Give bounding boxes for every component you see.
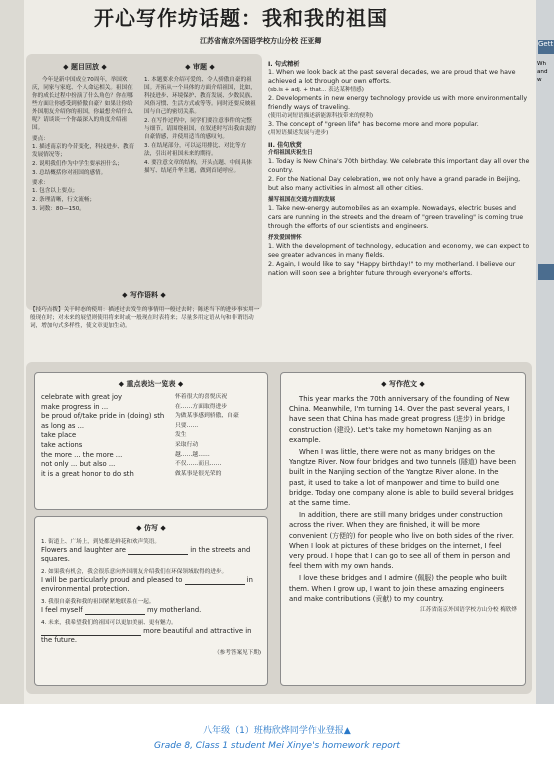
essay-paragraph: In addition, there are still many bridges under construction across the river. When they are finished, it will be more convenient (方便的) for people who live on both sides of the river. When I look at pictures of these bridges on the internet, I feel very proud. I hope that I can go to see all of them in person and feel them with my own hands. xyxy=(289,511,514,571)
sentence-item: 2. Developments in new energy technology provide us with more environmentally friendly ways of traveling. xyxy=(268,95,528,111)
list-item: 2. 说明我们作为中学生要承担什么； xyxy=(32,161,124,167)
exercise-text-a: I will be particularly proud and pleased to xyxy=(41,576,185,584)
sentence-item: 3. The concept of "green life" has become more and more popular. xyxy=(268,121,479,128)
essay-paragraph: When I was little, there were not as many bridges on the Yangtze River. Now four bridges and two tunnels (隧道) have been built in the Nanjing section of the Yangtze River alone. In the past, it used to take a lot of manpower and time to build one bridge. Today one company alone is able to build several bridges at the same time. xyxy=(289,448,516,508)
phrase-en: not only ... but also ... xyxy=(41,460,116,469)
phrase-en: celebrate with great joy xyxy=(41,393,123,401)
points-list xyxy=(32,143,138,177)
phrase-cn: 不仅……而且…… xyxy=(175,461,222,468)
exercise-cn: 3. 我很自豪我和我的祖国紧紧地联系在一起。 xyxy=(41,599,155,605)
section-title: I. 句式精析 xyxy=(268,61,300,68)
exercise-en xyxy=(41,546,261,564)
sentence-note: (用短语描述发展与进步) xyxy=(268,130,329,136)
answer-blank xyxy=(128,548,188,555)
section-sub: 抒发爱国情怀 xyxy=(268,235,302,241)
adjacent-page xyxy=(536,0,554,704)
phrase-en: be proud of/take pride in (doing) sth xyxy=(41,412,165,421)
exercise-text-b: more beautiful and attractive in the future. xyxy=(41,627,252,644)
points-label: 要点： xyxy=(32,136,49,142)
exercise-text-a: I feel myself xyxy=(41,606,85,614)
list-item: 3. 词数：80—150。 xyxy=(32,206,85,212)
list-item: 1. 描述南京的今昔变化，科技进步、教育发展情况等； xyxy=(32,144,135,158)
technique-tip: 【技巧点拨】关于时态的使用：描述过去发生的事情用一般过去时；陈述当下的进步事实用一般现在时；对未来的展望则使用将来时或一般现在时表将来；尽量多用定语从句和非谓语动词，增加句式多样性，使文章更加生动。 xyxy=(30,307,260,329)
topic-review-heading: ◆ 题目回放 ◆ xyxy=(63,63,107,71)
phrase-en: take actions xyxy=(41,440,83,449)
section-sub: 描写祖国在交通方面的发展 xyxy=(268,197,336,203)
answer-blank xyxy=(185,578,245,585)
table-row xyxy=(41,393,261,403)
page-title: 开心写作坊话题：我和我的祖国 xyxy=(94,6,388,30)
exercise-cn: 2. 如果我有机会，我会很乐意向外国朋友介绍我们在环保领域取得的进步。 xyxy=(41,569,228,575)
exercise-item xyxy=(41,538,261,564)
review-heading: ◆ 审题 ◆ xyxy=(185,63,215,71)
list-item: 4. 要注意文章的结构，开头点题、中间具体描写、结尾升华主题，做到首尾呼应。 xyxy=(144,160,252,174)
table-row xyxy=(41,412,261,422)
phrase-en: the more ... the more ... xyxy=(41,450,123,459)
sentence-section xyxy=(268,56,530,356)
exercise-cn: 4. 未来，我希望我们的祖国可以更加美丽、更有魅力。 xyxy=(41,620,177,626)
essay-signature: 江苏省南京外国语学校方山分校 梅欣烨 xyxy=(420,607,517,614)
phrase-cn: 在……方面取得进步 xyxy=(175,403,228,410)
caption-chinese: 八年级（1）班梅欣烨同学作业登报▲ xyxy=(203,726,351,736)
section-title: II. 佳句欣赏 xyxy=(268,142,302,149)
phrase-cn: 越……越…… xyxy=(175,451,210,458)
req-list xyxy=(32,187,138,213)
review-list xyxy=(144,76,256,175)
exercise-cn: 1. 街道上、广场上，到处都是鲜花和欢声笑语。 xyxy=(41,539,160,545)
exercise-en xyxy=(41,627,261,645)
exercise-text-a: Flowers and laughter are xyxy=(41,546,129,554)
sentence-item: 1. With the development of technology, education and economy, we can expect to see greater advances in many fields. xyxy=(268,243,530,259)
phrases-table xyxy=(41,393,261,479)
exercise-box xyxy=(34,516,268,686)
adjacent-text: Wh and w xyxy=(537,61,548,83)
answer-note: （参考答案见下期) xyxy=(214,650,261,656)
table-row xyxy=(41,470,261,480)
exercise-heading: ◆ 仿写 ◆ xyxy=(136,524,166,532)
phrase-cn: 做某事是很光荣的 xyxy=(175,470,222,477)
table-row xyxy=(41,403,261,413)
list-item: 1. 包含以上要点； xyxy=(32,188,79,194)
sentence-note: (使用动词短语描述新能源科技带来的便利) xyxy=(268,113,374,119)
section-sub: 介绍祖国庆祝生日 xyxy=(268,150,313,156)
adjacent-tab-marker xyxy=(538,264,554,280)
list-item: 2. 在写作过程中，同学们要注意事件的完整与细节。请围绕祖国，在叙述时写出我由衷的自豪情感，并使用适当的感叹句。 xyxy=(144,118,256,140)
exercise-text-b: in the streets and squares. xyxy=(41,546,251,563)
sentence-item: 2. For the National Day celebration, we not only have a grand parade in Beijing, but also many activities in almost all other cities. xyxy=(268,176,521,192)
essay-heading: ◆ 写作范文 ◆ xyxy=(381,380,425,388)
answer-blank xyxy=(41,629,141,636)
caption-english: Grade 8, Class 1 student Mei Xinye's homework report xyxy=(154,741,400,751)
phrase-en: make progress in ... xyxy=(41,402,109,411)
sentence-item: 1. Take new-energy automobiles as an example. Nowadays, electric buses and cars are running in the streets and the dream of "green traveling" is coming true through the efforts of our scientists and engineers. xyxy=(268,205,524,230)
sentence-item: 1. When we look back at the past several decades, we are proud that we have achieved a lot through our own efforts. xyxy=(268,69,516,85)
essay-paragraph: This year marks the 70th anniversary of the founding of New China. Meanwhile, I'm turning 14. Over the past several years, I have seen that China has made great progress (进步) in bridge construction (建设). Let's take my hometown Nanjing as an example. xyxy=(289,395,510,444)
topic-review xyxy=(32,62,138,278)
table-row xyxy=(41,451,261,461)
phrase-cn: 只要…… xyxy=(175,422,199,429)
phrase-cn: 采取行动 xyxy=(175,441,199,448)
materials-heading: ◆ 写作语料 ◆ xyxy=(122,291,166,299)
phrase-en: it is a great honor to do sth xyxy=(41,469,134,478)
author-line: 江苏省南京外国语学校方山分校 汪亚卿 xyxy=(200,37,322,45)
table-row xyxy=(41,460,261,470)
phrase-cn: 怀着很大的喜悦庆祝 xyxy=(175,394,228,400)
table-row xyxy=(41,431,261,441)
exercise-item xyxy=(41,619,261,645)
list-item: 1. 本题要求介绍可爱的、令人骄傲自豪的祖国。开拓从一个具体的方面介绍祖国，比如，科技进步、环境保护、教育发展、少数民族、风俗习惯、生活方式或等等。同时还要反映祖国与自己的密切关系。 xyxy=(144,77,256,115)
exercise-item xyxy=(41,598,261,615)
phrase-en: as long as ... xyxy=(41,421,85,430)
sentence-item: 1. Today is New China's 70th birthday. We celebrate this important day all over the country. xyxy=(268,158,530,174)
req-label: 要求： xyxy=(32,180,49,186)
essay-paragraph: I love these bridges and I admire (佩服) the people who built them. When I grow up, I want to join these amazing engineers and make contributions (贡献) to my country. xyxy=(289,574,507,603)
exercise-text-b: my motherland. xyxy=(144,606,202,614)
sentence-note: (sb.is + adj. + that... 表达某种情感) xyxy=(268,87,364,93)
table-row xyxy=(41,441,261,451)
table-row xyxy=(41,422,261,432)
phrase-en: take place xyxy=(41,431,77,440)
answer-blank xyxy=(85,608,145,615)
exercise-en xyxy=(41,606,261,615)
review-notes xyxy=(144,62,256,278)
sentence-item: 2. Again, I would like to say "Happy birthday!" to my motherland. I believe our nation will soon see a brighter future through everyone's efforts. xyxy=(268,261,516,277)
exercise-item xyxy=(41,568,261,594)
phrase-cn: 为做某事感到骄傲、自豪 xyxy=(175,413,239,420)
exercise-list xyxy=(41,538,261,645)
exercise-en xyxy=(41,576,261,594)
list-item: 2. 条理清晰，行文流畅； xyxy=(32,197,96,203)
topic-prompt: 今年是新中国成立70周年，举国欢庆，同家与家庭、个人命运相关。祖国在你的成长过程中扮演了什么角色？你在哪些方面让你感受到骄傲自豪？如果让你给外国朋友介绍你的祖国，你最想介绍什么呢？请谈谈一个你最深入的角度介绍祖国。 xyxy=(32,77,133,131)
list-item: 3. 在结尾部分，可以运用排比、对比等方法，引出对祖国未来的期待。 xyxy=(144,143,247,157)
phrases-heading: ◆ 重点表达一览表 ◆ xyxy=(118,380,184,388)
phrases-box xyxy=(34,372,268,510)
essay-box xyxy=(280,372,526,686)
exercise-text-b: in environmental protection. xyxy=(41,576,253,593)
newspaper-page xyxy=(24,0,536,704)
list-item: 3. 总结概括你对祖国的感情。 xyxy=(32,170,107,176)
adjacent-tab: Gett xyxy=(538,40,554,54)
phrase-cn: 发生 xyxy=(175,432,187,439)
